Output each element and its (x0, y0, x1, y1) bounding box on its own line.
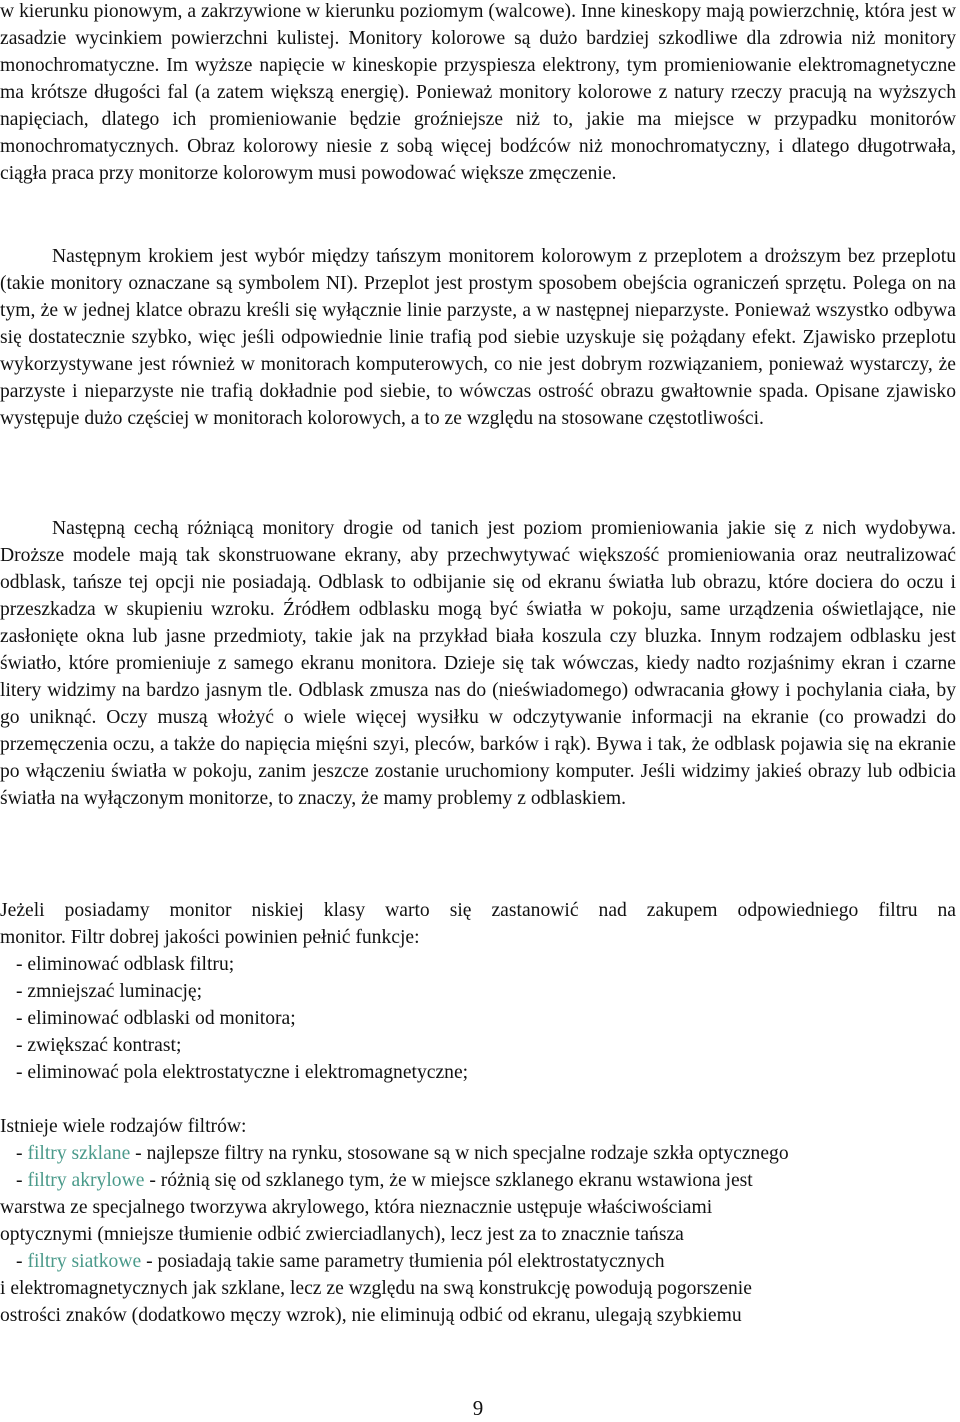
filter-item-glass (16, 1140, 789, 1167)
filter-acrylic-continuation-2: optycznymi (mniejsze tłumienie odbić zwierciadlanych), lecz jest za to znacznie tańsza (0, 1224, 684, 1245)
filter-intro-line-1: Jeżeli posiadamy monitor niskiej klasy warto się zastanowić nad zakupem odpowiedniego filtru na (0, 900, 956, 921)
filters-heading: Istnieje wiele rodzajów filtrów: (0, 1116, 247, 1137)
filter-name-acrylic: filtry akrylowe (27, 1170, 145, 1191)
filter-dash: - (16, 1143, 28, 1164)
function-item: - zwiększać kontrast; (16, 1035, 182, 1056)
function-item: - zmniejszać luminację; (16, 981, 203, 1002)
filter-mesh-continuation-1: i elektromagnetycznych jak szklane, lecz ze względu na swą konstrukcję powodują pogorszenie (0, 1278, 752, 1299)
filter-mesh-continuation-2: ostrości znaków (dodatkowo męczy wzrok), nie eliminują odbić od ekranu, ulegają szybkiemu (0, 1305, 742, 1326)
filter-description-mesh: - posiadają takie same parametry tłumienia pól elektrostatycznych (141, 1251, 665, 1272)
filter-item-acrylic (16, 1167, 753, 1194)
filter-dash: - (16, 1251, 28, 1272)
paragraph-color-monitors: w kierunku pionowym, a zakrzywione w kierunku poziomym (walcowe). Inne kineskopy mają powierzchnię, która jest w zasadzie wycinkiem powierzchni kulistej. Monitory kolorowe są dużo bardziej szkodliwe dla zdrowia niż monitory monochromatyczne. Im wyższe napięcie w kineskopie przyspiesza elektrony, tym promieniowanie elektromagnetyczne ma krótsze długości fal (a zatem większą energię). Ponieważ monitory kolorowe z natury rzeczy pracują na wyższych napięciach, dlatego ich promieniowanie będzie groźniejsze niż to, jakie ma miejsce w przypadku monitorów monochromatycznych. Obraz kolorowy niesie z sobą więcej bodźców niż monochromatyczny, i dlatego długotrwała, ciągła praca przy monitorze kolorowym musi powodować większe zmęczenie. (0, 1, 956, 184)
filter-item-mesh (16, 1248, 665, 1275)
filter-description-acrylic: - różnią się od szklanego tym, że w miejsce szklanego ekranu wstawiona jest (144, 1170, 753, 1191)
page-number: 9 (472, 1396, 484, 1420)
filter-intro-line-2: monitor. Filtr dobrej jakości powinien pełnić funkcje: (0, 927, 420, 948)
function-item: - eliminować odblask filtru; (16, 954, 235, 975)
filter-acrylic-continuation-1: warstwa ze specjalnego tworzywa akrylowego, która nieznacznie ustępuje właściwościami (0, 1197, 713, 1218)
filter-name-mesh: filtry siatkowe (27, 1251, 142, 1272)
filter-description-glass: - najlepsze filtry na rynku, stosowane są w nich specjalne rodzaje szkła optycznego (130, 1143, 789, 1164)
filter-name-glass: filtry szklane (27, 1143, 131, 1164)
paragraph-radiation-glare: Następną cechą różniącą monitory drogie od tanich jest poziom promieniowania jakie się z nich wydobywa. Droższe modele mają tak skonstruowane ekrany, aby przechwytywać większość promieniowania oraz neutralizować odblask, tańsze tej opcji nie posiadają. Odblask to odbijanie się od ekranu światła lub obrazu, które dociera do oczu i przeszkadza w skupieniu wzroku. Źródłem odblasku mogą być światła w pokoju, same urządzenia oświetlające, nie zasłonięte okna lub jasne przedmioty, takie jak na przykład biała koszula czy bluzka. Innym rodzajem odblasku jest światło, które promieniuje z samego ekranu monitora. Dzieje się tak wówczas, kiedy nadto rozjaśnimy ekran i czarne litery widzimy na bardzo jasnym tle. Odblask zmusza nas do (nieświadomego) odwracania głowy i pochylania ciała, by go uniknąć. Oczy muszą włożyć o wiele więcej wysiłku w odczytywanie informacji na ekranie (co prowadzi do przemęczenia oczu, a także do napięcia mięśni szyi, pleców, barków i rąk). Bywa i tak, że odblask pojawia się na ekranie po włączeniu światła w pokoju, zanim jeszcze zostanie uruchomiony komputer. Jeśli widzimy jakieś obrazy lub odbicia światła na wyłączonym monitorze, to znaczy, że mamy problemy z odblaskiem. (0, 518, 956, 809)
filter-dash: - (16, 1170, 28, 1191)
paragraph-interlace: Następnym krokiem jest wybór między tańszym monitorem kolorowym z przeplotem a droższym bez przeplotu (takie monitory oznaczane są symbolem NI). Przeplot jest prostym sposobem obejścia ograniczeń sprzętu. Polega on na tym, że w jednej klatce obrazu kreśli się wyłącznie linie parzyste, a w następnej nieparzyste. Ponieważ wszystko odbywa się dostatecznie szybko, więc jeśli odpowiednie linie trafią pod siebie uzyskuje się pożądany efekt. Zjawisko przeplotu wykorzystywane jest również w monitorach komputerowych, co nie jest dobrym rozwiązaniem, ponieważ wystarczy, że parzyste i nieparzyste nie trafią dokładnie pod siebie, to wówczas ostrość obrazu gwałtownie spada. Opisane zjawisko występuje dużo częściej w monitorach kolorowych, a to ze względu na stosowane częstotliwości. (0, 246, 956, 429)
function-item: - eliminować pola elektrostatyczne i elektromagnetyczne; (16, 1062, 469, 1083)
function-item: - eliminować odblaski od monitora; (16, 1008, 296, 1029)
